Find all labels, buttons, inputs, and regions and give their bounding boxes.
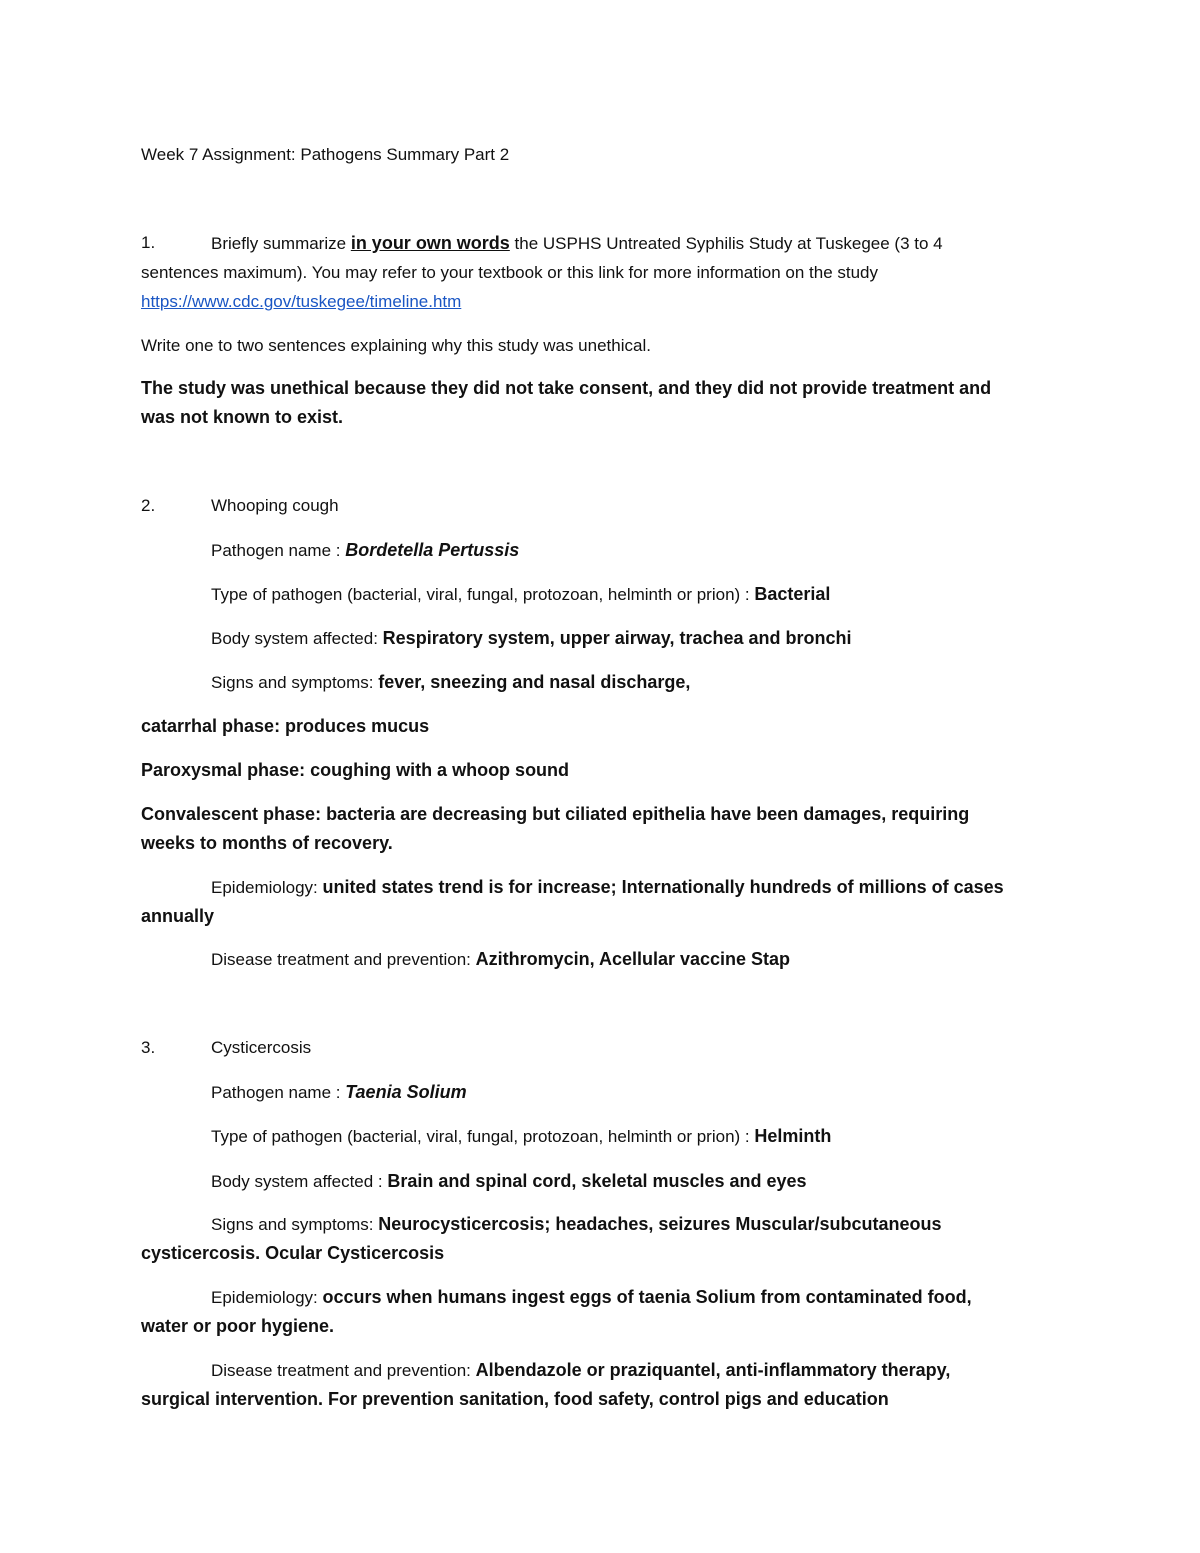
q2-signs-value: fever, sneezing and nasal discharge, bbox=[378, 672, 691, 692]
q1-instruction-pre: Briefly summarize bbox=[211, 234, 351, 253]
q3-signs bbox=[211, 1212, 941, 1237]
q3-signs-label: Signs and symptoms: bbox=[211, 1215, 379, 1234]
q3-treat-value: Albendazole or praziquantel, anti-inflammatory therapy, bbox=[475, 1360, 951, 1380]
q3-signs-value: Neurocysticercosis; headaches, seizures Muscular/subcutaneous bbox=[378, 1214, 942, 1234]
q2-treatment bbox=[211, 947, 790, 972]
q3-treatment-line-2: surgical intervention. For prevention sanitation, food safety, control pigs and education bbox=[141, 1389, 889, 1409]
q3-epi-label: Epidemiology: bbox=[211, 1288, 323, 1307]
q2-convalescent-line-1: Convalescent phase: bacteria are decreasing but ciliated epithelia have been damages, requiring bbox=[141, 804, 970, 824]
q3-type-value: Helminth bbox=[754, 1126, 832, 1146]
q2-pathogen-label: Pathogen name : bbox=[211, 541, 346, 560]
page-title: Week 7 Assignment: Pathogens Summary Part 2 bbox=[141, 145, 510, 164]
q2-type-value: Bacterial bbox=[754, 584, 831, 604]
q3-number: 3. bbox=[141, 1038, 156, 1057]
q2-system bbox=[211, 626, 852, 651]
q3-pathogen-label: Pathogen name : bbox=[211, 1083, 346, 1102]
q1-instruction-post: the USPHS Untreated Syphilis Study at Tuskegee (3 to 4 bbox=[509, 234, 943, 253]
cdc-link[interactable]: https://www.cdc.gov/tuskegee/timeline.htm bbox=[141, 292, 462, 311]
q2-epi-label: Epidemiology: bbox=[211, 878, 323, 897]
q1-number: 1. bbox=[141, 233, 156, 252]
q3-treat-label: Disease treatment and prevention: bbox=[211, 1361, 476, 1380]
q1-instruction bbox=[211, 231, 943, 256]
q2-treat-value: Azithromycin, Acellular vaccine Stap bbox=[475, 949, 791, 969]
q2-disease: Whooping cough bbox=[211, 496, 339, 515]
q1-prompt: Write one to two sentences explaining why this study was unethical. bbox=[141, 336, 651, 355]
q2-number: 2. bbox=[141, 496, 156, 515]
q2-pathogen-value: Bordetella Pertussis bbox=[345, 540, 520, 560]
q2-pathogen bbox=[211, 538, 519, 563]
q3-disease: Cysticercosis bbox=[211, 1038, 312, 1057]
q3-type-label: Type of pathogen (bacterial, viral, fungal, protozoan, helminth or prion) : bbox=[211, 1127, 755, 1146]
q3-pathogen-value: Taenia Solium bbox=[345, 1082, 467, 1102]
q3-type bbox=[211, 1124, 831, 1149]
q2-epi-value: united states trend is for increase; Internationally hundreds of millions of cases bbox=[322, 877, 1004, 897]
q3-pathogen bbox=[211, 1080, 467, 1105]
q1-line-2: sentences maximum). You may refer to your textbook or this link for more information on the study bbox=[141, 263, 879, 282]
q3-system-value: Brain and spinal cord, skeletal muscles and eyes bbox=[387, 1171, 807, 1191]
q3-system bbox=[211, 1169, 807, 1194]
q3-signs-line-2: cysticercosis. Ocular Cysticercosis bbox=[141, 1243, 445, 1263]
q2-paroxysmal: Paroxysmal phase: coughing with a whoop sound bbox=[141, 760, 570, 780]
q2-signs-label: Signs and symptoms: bbox=[211, 673, 379, 692]
q1-answer-line-1: The study was unethical because they did not take consent, and they did not provide treatment and bbox=[141, 378, 992, 398]
q3-epidemiology-line-2: water or poor hygiene. bbox=[141, 1316, 335, 1336]
q1-answer-line-2: was not known to exist. bbox=[141, 407, 344, 427]
q2-system-label: Body system affected: bbox=[211, 629, 383, 648]
q3-epi-value: occurs when humans ingest eggs of taenia Solium from contaminated food, bbox=[322, 1287, 972, 1307]
q1-emphasis: in your own words bbox=[350, 233, 510, 253]
q2-convalescent-line-2: weeks to months of recovery. bbox=[141, 833, 393, 853]
q3-treatment bbox=[211, 1358, 950, 1383]
q2-catarrhal: catarrhal phase: produces mucus bbox=[141, 716, 430, 736]
q3-epidemiology bbox=[211, 1285, 972, 1310]
q2-system-value: Respiratory system, upper airway, trachea and bronchi bbox=[382, 628, 852, 648]
q2-type bbox=[211, 582, 830, 607]
q2-signs bbox=[211, 670, 690, 695]
q2-epidemiology bbox=[211, 875, 1004, 900]
q2-treat-label: Disease treatment and prevention: bbox=[211, 950, 476, 969]
q2-epidemiology-line-2: annually bbox=[141, 906, 215, 926]
q2-type-label: Type of pathogen (bacterial, viral, fungal, protozoan, helminth or prion) : bbox=[211, 585, 755, 604]
q3-system-label: Body system affected : bbox=[211, 1172, 388, 1191]
